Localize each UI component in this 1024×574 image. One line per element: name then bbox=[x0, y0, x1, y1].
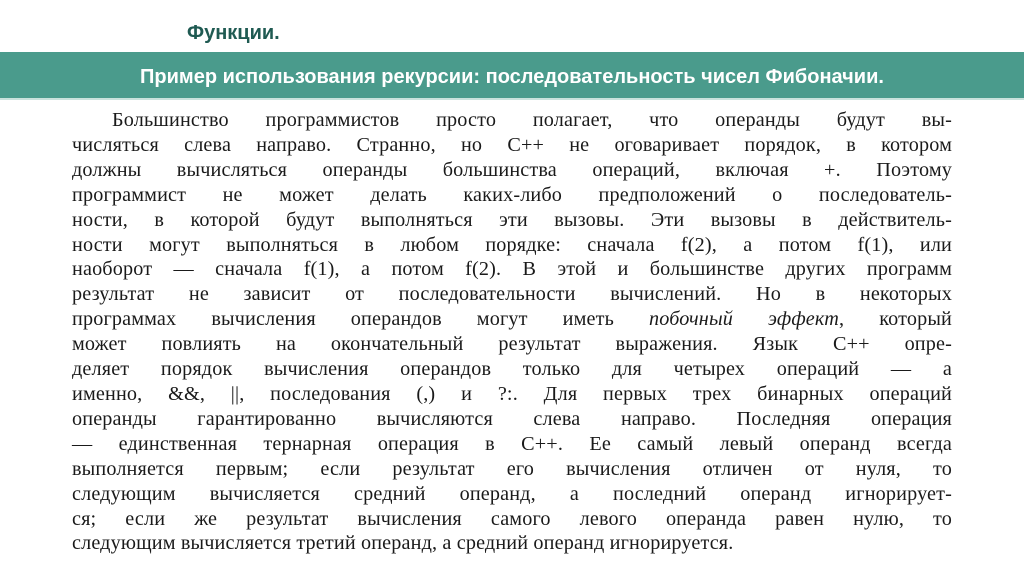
text-line: операнды гарантированно вычисляются слева направо. Последняя операция bbox=[72, 407, 952, 430]
text-line: следующим вычисляется третий операнд, а средний операнд игнорируется. bbox=[72, 532, 734, 555]
text-line: ся; если же результат вычисления самого левого операнда равен нулю, то bbox=[72, 507, 952, 530]
text-line: числяться слева направо. Странно, но C++ не оговаривает порядок, в котором bbox=[72, 133, 952, 156]
text-segment: , который bbox=[838, 308, 952, 331]
italic-term: побочный эффект bbox=[649, 308, 839, 331]
text-line: именно, &&, ||, последования (,) и ?:. Для первых трех бинарных операций bbox=[72, 382, 952, 405]
text-line: наоборот — сначала f(1), а потом f(2). В этой и большинстве других программ bbox=[72, 258, 952, 281]
text-line: деляет порядок вычисления операндов только для четырех операций — а bbox=[72, 358, 952, 381]
text-line: программист не может делать каких-либо предположений о последователь- bbox=[72, 183, 952, 206]
title-banner bbox=[0, 56, 1024, 98]
book-page-scan bbox=[72, 108, 952, 556]
text-line: ности могут выполняться в любом порядке: сначала f(2), а потом f(1), или bbox=[72, 233, 952, 256]
banner-title: Пример использования рекурсии: последовательность чисел Фибоначии. bbox=[140, 65, 884, 88]
text-line: Большинство программистов просто полагает, что операнды будут вы- bbox=[112, 109, 952, 131]
section-title: Функции. bbox=[187, 22, 280, 44]
text-line: ности, в которой будут выполняться эти вызовы. Эти вызовы в действитель- bbox=[72, 208, 952, 231]
text-line bbox=[72, 307, 952, 332]
text-line: может повлиять на окончательный результат выражения. Язык C++ опре- bbox=[72, 333, 952, 356]
text-line: выполняется первым; если результат его вычисления отличен от нуля, то bbox=[72, 457, 952, 480]
text-line: следующим вычисляется средний операнд, а последний операнд игнорирует- bbox=[72, 482, 952, 505]
text-segment: программах вычисления операндов могут иметь bbox=[72, 308, 650, 331]
text-line: — единственная тернарная операция в C++. Ее самый левый операнд всегда bbox=[72, 432, 952, 455]
text-line: результат не зависит от последовательности вычислений. Но в некоторых bbox=[72, 283, 952, 306]
banner-underline bbox=[0, 98, 1024, 100]
text-line: должны вычисляться операнды большинства операций, включая +. Поэтому bbox=[72, 158, 952, 181]
